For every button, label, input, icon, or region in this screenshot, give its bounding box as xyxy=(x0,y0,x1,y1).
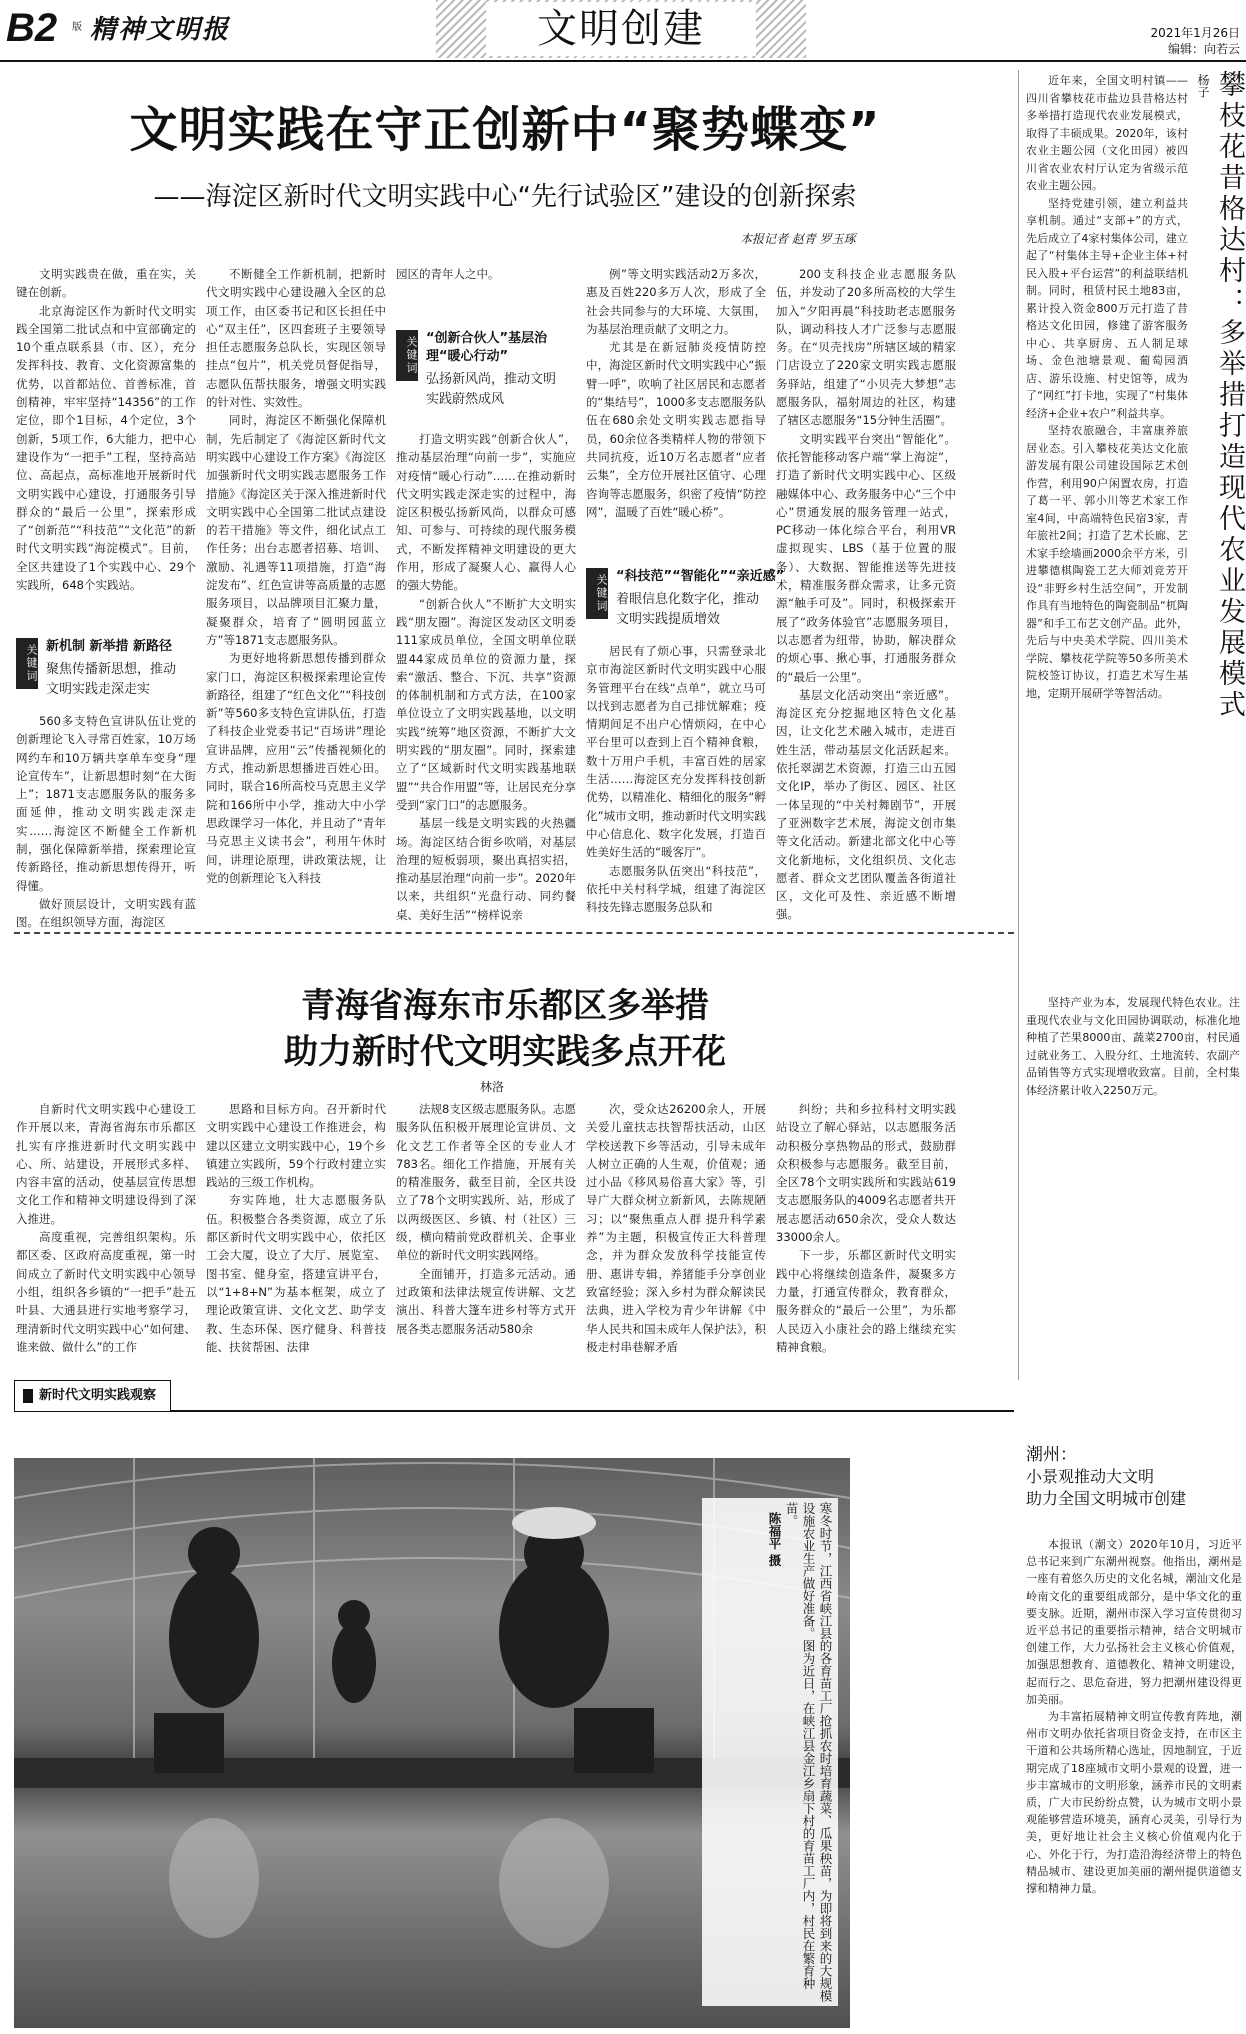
masthead-divider xyxy=(0,60,1246,62)
editor-credit: 编辑：向若云 xyxy=(1167,42,1240,56)
paragraph: 文明实践贵在做，重在实，关键在创新。 xyxy=(16,267,196,300)
bookmark-icon xyxy=(23,1389,33,1403)
paragraph: 不断健全工作新机制，把新时代文明实践中心建设融入全区的总项工作，由区委书记和区长担任中心“双主任”，区四套班子主要领导担任志愿服务总队长，实现区领导挂点“包片”，机关党员督促指导，志愿队伍帮扶服务，增强文明实践的针对性、实效性。 xyxy=(206,267,386,410)
side-article-title: 攀枝花昔格达村：多举措打造现代农业发展模式 xyxy=(1214,70,1245,721)
paragraph: 高度重视，完善组织架构。乐都区委、区政府高度重视，第一时间成立了新时代文明实践中心领导小组，组织各乡镇的“一把手”赴五叶县、大通县进行实地考察学习，理清新时代文明实践中心“如何建、谁来做、做什么”的工作 xyxy=(16,1230,196,1354)
paragraph: 基层一线是文明实践的火热疆场。海淀区结合街乡吹哨，对基层治理的短板弱项，聚出真招实招，推动基层治理“向前一步”。2020年以来，共组织“光盘行动、同约餐桌、美好生活”“榜样说亲 xyxy=(396,816,576,922)
paragraph: 坚持农旅融合，丰富康养旅居业态。引入攀枝花美达文化旅游发展有限公司建设国际艺术创作营，利用90户闲置农房，打造了葛一平、郭小川等艺术家工作室4间，中高端特色民宿3家，青年旅社2间；打造了艺术长廊、艺术家手绘墙画2000余平方米，引进攀德棋陶瓷工艺大师刘竞芳开设“非野乡村生活空间”，开发制作具有当地特色的陶瓷制品“杌陶器”和手工布艺文创产品。此外，先后与中央美术学院、四川美术学院、攀枝花学院等50多所美术院校签订协议，打造艺术写生基地，定期开展研学等智活动。 xyxy=(1026,424,1188,700)
article1-column-4-cont xyxy=(586,642,766,917)
keyword-title: 新机制 新举措 新路径 xyxy=(46,639,173,654)
keyword-subtitle: 文明实践提质增效 xyxy=(616,612,721,627)
photo-caption-text: 寒冬时节，江西省峡江县的各育苗工厂抢抓农时培育蔬菜、瓜果秧苗，为即将到来的大规模设施农业生产做好准备。图为近日，在峡江县金江乡扇下村的育苗工厂内，村民在繁育种苗。 xyxy=(784,1502,833,2002)
article1-column-5 xyxy=(776,265,956,922)
keyword-title: “科技范”“智能化”“亲近感” xyxy=(616,569,785,584)
masthead xyxy=(0,0,1246,60)
paragraph: 法规8支区级志愿服务队。志愿服务队伍积极开展理论宣讲员、文化文艺工作者等全区的专业人才783名。细化工作措施，开展有关的精准服务，截至目前，全区共设立了78个文明实践所、站，形成了以两级医区、乡镇、村（社区）三级，横向精前党政群机关、企事业单位的新时代文明实践网络。 xyxy=(396,1102,576,1263)
paragraph: 做好顶层设计，文明实践有蓝图。在组织领导方面，海淀区 xyxy=(16,896,196,930)
section-title: 文明创建 xyxy=(486,2,756,56)
paragraph: 尤其是在新冠肺炎疫情防控中，海淀区新时代文明实践中心“振臂一呼”，吹响了社区居民和志愿者的“集结号”，1000多支志愿服务队伍在680余处文明实践志愿指导员，60余位各类精样人物的带领下共同抗疫，近10万名志愿者“应者云集”，全方位开展社区值守、心理咨询等志愿服务，织密了疫情“防控网”，温暖了百姓“暖心桥”。 xyxy=(586,340,766,519)
paragraph: 纠纷；共和乡拉科村文明实践站设立了解心驿站，以志愿服务活动积极分享热物品的形式，鼓励群众积极参与志愿服务。截至目前，全区78个文明实践所和实践站619支志愿服务队的4009名志愿者共开展志愿活动650余次，受众人数达33000余人。 xyxy=(776,1102,956,1245)
side-column-divider xyxy=(1018,70,1019,1380)
paragraph: 夯实阵地，壮大志愿服务队伍。积极整合各类资源，成立了乐都区新时代文明实践中心，依托区工会大厦，设立了大厅、展览室、图书室、健身室，搭建宣讲平台，以“1+8+N”为基本框架，成立了理论政策宣讲、文化文艺、助学支教、生态环保、医疗健身、科普技能、扶贫帮困、法律 xyxy=(206,1193,386,1354)
paragraph: 园区的青年人之中。 xyxy=(396,267,500,281)
paragraph: 思路和目标方向。召开新时代文明实践中心建设工作推进会，构建以区建立文明实践中心，19个乡镇建立实践所，59个行政村建立实践站的三级工作机构。 xyxy=(206,1102,386,1190)
paragraph: 坚持产业为本，发展现代特色农业。注重现代农业与文化田园协调联动，标准化地种植了芒果8000亩、蔬菜2700亩，村民通过就业务工、入股分红、土地流转、农副产品销售等方式实现增收致富。目前，全村集体经济累计收入2250万元。 xyxy=(1026,996,1240,1097)
article2-column-1 xyxy=(16,1100,196,1354)
article2-title-line-1: 青海省海东市乐都区多举措 xyxy=(301,986,709,1026)
article3-title-line-1: 潮州： xyxy=(1026,1445,1077,1465)
page-suffix: 版 xyxy=(72,22,82,33)
section-header-bar xyxy=(436,0,806,58)
keyword-subtitle: 聚焦传播新思想，推动 xyxy=(46,662,177,677)
paragraph: 次，受众达26200余人，开展关爱儿童扶志扶智帮扶活动，山区学校送教下乡等活动，引导未成年人树立正确的人生观，价值观；通过小品《移风易俗喜大家》等，引导广大群众树立新新风，去陈规陋习；以“聚焦重点人群 提升科学素养”为主题，积极宣传正大科普理念，并为群众发放科学技能宣传册、惠讲专辑，养猪能手分享创业致富经验；深入乡村为群众解读民法典，进入学校为青少年讲解《中华人民共和国未成年人保护法》，积极走村串巷解矛盾 xyxy=(586,1102,766,1354)
paragraph: 全面铺开，打造多元活动。通过政策和法律法规宣传讲解、文艺演出、科普大篷车进乡村等方式开展各类志愿服务活动580余 xyxy=(396,1266,576,1336)
column-tag-strip xyxy=(14,1380,1014,1412)
article1-subtitle: ——海淀区新时代文明实践中心“先行试验区”建设的创新探索 xyxy=(153,182,857,212)
paragraph: 为更好地将新思想传播到群众家门口，海淀区积极探索理论宣传新路径，组建了“红色文化”“科技创新”等560多支特色宣讲队伍，打造了科技企业党委书记“百场讲”理论宣讲品牌，应用“云”传播视频化的方式，推动新思想播进百姓心田。同时，联合16所高校马克思主义学院和166所中小学，推动大中小学思政课学习一体化，并且动了“青年马克思主义读书会”，利用午休时间，讲理论原理，讲政策法规，让党的创新理论飞入科技 xyxy=(206,651,386,885)
news-photo xyxy=(14,1458,850,2028)
paragraph: 560多支特色宣讲队伍让党的创新理论飞入寻常百姓家，10万场网约车和10万辆共享单车变身“理论宣传车”，让新思想时刻“在大街上”；1871支志愿服务队的服务多面延伸，推动文明实践走深走实……海淀区不断健全工作新机制，强化保障新举措，探索理论宣传新路径，推动新思想传得开，听得懂。 xyxy=(16,714,196,893)
paragraph: 北京海淀区作为新时代文明实践全国第二批试点和中宣部确定的10个重点联系县（市、区），充分发挥科技、教育、文化资源富集的优势，以首都站位、首善标准，首创精神，牢牢坚持“14356”的工作定位，即个1目标，4个定位，3个创新，5项工作，6大能力，把中心建设作为“一把手”工程，坚持高站位、高起点，高标准地开展新时代文明实践中心建设，打通服务引导群众的“最后一公里”，探索形成了“创新范”“科技范”“文化范”的新时代文明实践“海淀模式”。目前，全区共建设了1个实践中心、29个实践所，648个实践站。 xyxy=(16,303,196,593)
section-divider xyxy=(14,932,1014,934)
paragraph: 打造文明实践“创新合伙人”，推动基层治理“向前一步”，实施应对疫情“暖心行动”……在推动新时代文明实践走深走实的过程中，海淀区积极弘扬新风尚，以群众可感知、可参与、可持续的现代服务模式，不断发挥精神文明建设的更大作用，形成了凝聚人心、赢得人心的强大势能。 xyxy=(396,432,576,593)
paragraph: 200支科技企业志愿服务队伍，并发动了20多所高校的大学生加入“夕阳再晨”科技助老志愿服务队，调动科技人才广泛参与志愿服务。在“贝壳找房”所辖区域的精家门店设立了220家文明实践志愿服务驿站，组建了“小贝壳大梦想”志愿服务队，福射周边的社区，构建了辖区志愿服务“15分钟生活圈”。 xyxy=(776,267,956,428)
paragraph: 基层文化活动突出“亲近感”。海淀区充分挖掘地区特色文化基因，让文化艺术融入城市，走进百姓生活，带动基层文化活跃起来。依托翠湖艺术资源，打造三山五园文化IP，举办了街区、园区、社区一体呈现的“中关村舞剧节”，开展了亚洲数字艺术展，海淀文创市集等文化活动。新建北部文化中心等文化新地标，文化组织员、文化志愿者、群众文艺团队覆盖各街道社区，文化可及性、亲近感不断增强。 xyxy=(776,687,956,922)
photo-caption xyxy=(702,1498,838,2006)
article3-title xyxy=(1026,1444,1244,1510)
keyword-title: “创新合伙人”基层治理“暖心行动” xyxy=(426,331,548,364)
paragraph: 自新时代文明实践中心建设工作开展以来，青海省海东市乐都区扎实有序推进新时代文明实践中心、所、站建设，开展形式多样、内容丰富的活动，使基层宣传思想文化工作和精神文明建设得到了深入推进。 xyxy=(16,1102,196,1226)
paragraph: 居民有了烦心事，只需登录北京市海淀区新时代文明实践中心服务管理平台在线“点单”，就立马可以找到志愿者为自己排忧解难；疫情期间足不出户心情烦闷，在中心平台里可以查到上百个精神食粮，数十万用户手机，丰富百姓的居家生活……海淀区充分发挥科技创新优势，以精准化、精细化的服务“孵化”城市文明，推动新时代文明实践中心信息化、数字化发展，打造百姓美好生活的“暖客厅”。 xyxy=(586,644,766,860)
keyword-subtitle: 弘扬新风尚，推动文明 xyxy=(426,372,557,387)
article3-title-line-2: 小景观推动大文明 xyxy=(1026,1467,1155,1486)
column-tag-label: 新时代文明实践观察 xyxy=(39,1388,157,1403)
article2-byline: 林洛 xyxy=(480,1080,505,1094)
article1-column-4 xyxy=(586,265,766,555)
page-code: B2 xyxy=(6,6,58,50)
article2-column-2 xyxy=(206,1100,386,1354)
issue-date: 2021年1月26日 xyxy=(1150,26,1240,40)
keyword-badge: 关键词 xyxy=(586,568,608,619)
paper-name: 精神文明报 xyxy=(90,15,231,45)
keyword-subtitle: 着眼信息化数字化，推动 xyxy=(616,592,760,607)
paragraph: “创新合伙人”不断扩大文明实践“朋友圈”。海淀区发动区文明委111家成员单位，全国文明单位联盟44家成员单位的资源力量，探索“激活、整合、下沉、共享”资源的体制机制和方式方法，在100家单位设立了文明实践基地，以文明实践“统筹”地区资源，不断扩大文明实践的“朋友圈”。同时，探索建立了“区域新时代文明实践基地联盟”“共合作用盟”等，让居民充分享受到“家门口”的志愿服务。 xyxy=(396,596,576,812)
article1-title: 文明实践在守正创新中“聚势蝶变” xyxy=(129,102,881,158)
paragraph: 本报讯（潮文）2020年10月，习近平总书记来到广东潮州视察。他指出，潮州是一座有着悠久历史的文化名城，潮汕文化是岭南文化的重要组成部分，是中华文化的重要支脉。近期，潮州市深入学习宣传贯彻习近平总书记的重要指示精神，结合文明城市创建工作，大力弘扬社会主义核心价值观，加强思想教育、道德教化、精神文明建设，起而行之、思危奋进，努力把潮州建设得更加美丽。 xyxy=(1026,1538,1242,1706)
side-article-body-bottom xyxy=(1026,994,1240,1374)
keyword-box-3 xyxy=(586,568,785,630)
article2-column-3 xyxy=(396,1100,576,1344)
side-article-body-top xyxy=(1026,72,1188,990)
article2-column-4 xyxy=(586,1100,766,1354)
article1-byline: 本报记者 赵青 罗玉琢 xyxy=(740,232,856,246)
article3-title-line-3: 助力全国文明城市创建 xyxy=(1026,1489,1187,1508)
paragraph: 志愿服务队伍突出“科技范”，依托中关村科学城，组建了海淀区科技先锋志愿服务总队和 xyxy=(586,863,766,915)
keyword-badge: 关键词 xyxy=(16,638,38,689)
article1-column-3-top xyxy=(396,265,576,285)
article1-column-1 xyxy=(16,265,196,630)
paragraph: 下一步，乐都区新时代文明实践中心将继续创造条件，凝聚多方力量，打通宣传群众，教育群众，服务群众的“最后一公里”，为乐都人民迈入小康社会的路上继续充实精神食粮。 xyxy=(776,1248,956,1354)
keyword-box-1 xyxy=(16,638,196,700)
keyword-subtitle: 文明实践走深走实 xyxy=(46,682,151,697)
paragraph: 同时，海淀区不断强化保障机制，先后制定了《海淀区新时代文明实践中心建设工作方案》《海淀区加强新时代文明实践志愿服务工作措施》《海淀区关于深入推进新时代文明实践中心全国第二批试点建设的若干措施》等文件，细化试点工作任务；出台志愿者招募、培训、激励、礼遇等11项措施，打造“海淀发布”、红色宣讲等高质量的志愿服务项目，以品牌项目汇聚力量，凝聚群众，培育了“圆明园蓝立方”等1871支志愿服务队。 xyxy=(206,413,386,647)
side-article-byline: 杨子 xyxy=(1196,74,1210,98)
keyword-box-2 xyxy=(396,330,576,410)
keyword-badge: 关键词 xyxy=(396,330,418,381)
keyword-subtitle: 实践蔚然成风 xyxy=(426,392,505,407)
article1-column-2 xyxy=(206,265,386,917)
article2-column-5 xyxy=(776,1100,956,1354)
column-tag xyxy=(14,1380,171,1412)
paragraph: 例”等文明实践活动2万多次，惠及百姓220多万人次，形成了全社会共同参与的大环境、大氛围，为基层治理贡献了文明之力。 xyxy=(586,267,766,336)
paragraph: 近年来，全国文明村镇——四川省攀枝花市盐边县昔格达村多举措打造现代农业发展模式，取得了丰硕成果。2020年，该村农业主题公园（文化田园）被四川省农业农村厅认定为省级示范农业主题公园。 xyxy=(1026,74,1188,192)
article2-title-line-2: 助力新时代文明实践多点开花 xyxy=(284,1032,726,1072)
paragraph: 文明实践平台突出“智能化”。依托智能移动客户端“掌上海淀”，打造了新时代文明实践中心、区级融媒体中心、政务服务中心“三个中心”贯通发展的服务管理一站式，PC移动一体化综合平台，利用VR虚拟现实、LBS（基于位置的服务）、大数据、智能推送等先进技术，精准服务群众需求，让多元资源“触手可及”。同时，积极探索开展了“政务体验官”志愿服务项目，以志愿者为纽带，协助，解决群众的烦心事、揪心事，打通服务群众的“最后一公里”。 xyxy=(776,431,956,684)
article3-body xyxy=(1026,1536,1242,2026)
article1-column-1-cont xyxy=(16,712,196,930)
article1-column-3 xyxy=(396,430,576,922)
paragraph: 为丰富拓展精神文明宣传教育阵地，潮州市文明办依托省项目资金支持，在市区主干道和公共场所精心选址，因地制宜，于近期完成了18座城市文明小景观的设置，进一步丰富城市的文明形象，涵养市民的文明素质，广大市民纷纷点赞，认为城市文明小景观能够营造环境美，涵育心灵美，引导行为美，更好地让社会主义核心价值观内化于心、外化于行，为打造沿海经济带上的特色精品城市、建设更加美丽的潮州提供道德支撑和精神力量。 xyxy=(1026,1710,1242,1896)
paragraph: 坚持党建引领，建立利益共享机制。通过“支部+”的方式，先后成立了4家村集体公司，建立起了“村集体主导+企业主体+村民入股+平台运营”的利益联结机制。同时，租赁村民土地83亩，累计投入资金800万元打造了昔格达文化田园，修建了游客服务中心、共享厨房、五人制足球场、金色池塘景观、葡萄园酒店、游乐设施、村史馆等，成为了“网红”打卡地，实现了“村集体经济+企业+农户”利益共享。 xyxy=(1026,196,1188,420)
photo-credit: 陈福平 摄 xyxy=(767,1512,782,1567)
